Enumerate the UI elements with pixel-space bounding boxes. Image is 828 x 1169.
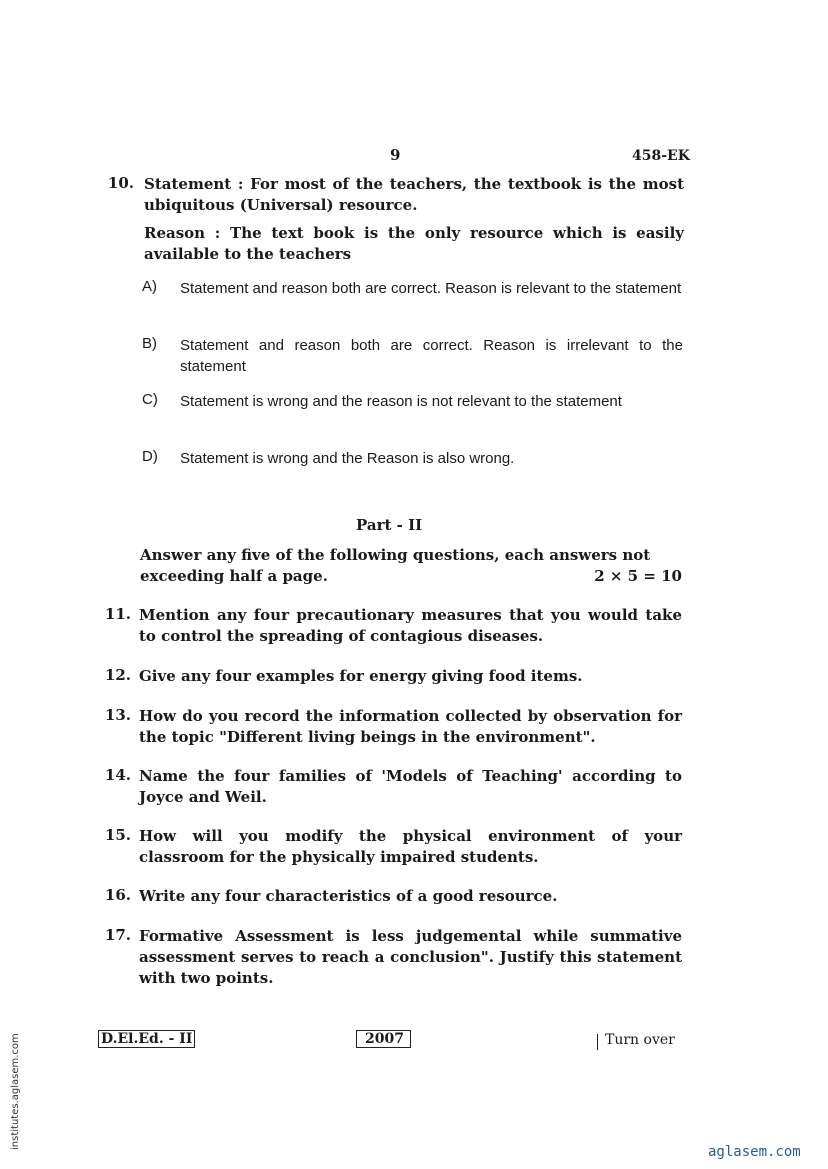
question-13-text: How do you record the information collected by observation for the topic "Different living beings in the environment". (139, 707, 682, 746)
option-d-text: Statement is wrong and the Reason is also wrong. (180, 450, 515, 467)
question-16-number: 16. (104, 886, 131, 904)
course-code: D.El.Ed. - II (98, 1030, 195, 1048)
question-12-number: 12. (104, 666, 131, 684)
question-17-number: 17. (104, 926, 131, 944)
side-watermark: institutes.aglasem.com (10, 1033, 21, 1150)
paper-code: 458-EK (632, 148, 690, 164)
part-instruction (140, 545, 682, 587)
option-c-letter: C) (142, 391, 158, 408)
question-10-reason: Reason : The text book is the only resource which is easily available to the teachers (144, 224, 684, 263)
option-b-text: Statement and reason both are correct. Reason is irrelevant to the statement (180, 337, 683, 375)
option-c-text: Statement is wrong and the reason is not relevant to the statement (180, 393, 622, 410)
question-10-statement: Statement : For most of the teachers, the textbook is the most ubiquitous (Universal) resource. (144, 175, 684, 214)
option-a-text: Statement and reason both are correct. Reason is relevant to the statement (180, 280, 682, 297)
instruction-text: Answer any five of the following questions, each answers not exceeding half a page. (140, 546, 651, 585)
marks-allocation: 2 × 5 = 10 (594, 567, 682, 585)
option-b-letter: B) (142, 335, 157, 352)
footer-year: 2007 (356, 1030, 411, 1048)
question-16-text: Write any four characteristics of a good resource. (139, 887, 558, 905)
turn-over-bracket (597, 1034, 598, 1050)
page-number: 9 (390, 146, 401, 164)
question-11-number: 11. (104, 605, 131, 623)
question-13-number: 13. (104, 706, 131, 724)
question-15-text: How will you modify the physical environment of your classroom for the physically impaired students. (139, 827, 682, 866)
question-11-text: Mention any four precautionary measures that you would take to control the spreading of contagious diseases. (139, 606, 682, 645)
option-a-letter: A) (142, 278, 157, 295)
question-14-number: 14. (104, 766, 131, 784)
question-17-text: Formative Assessment is less judgemental while summative assessment serves to reach a conclusion". Justify this statement with two points. (139, 927, 682, 987)
question-14-text: Name the four families of 'Models of Teaching' according to Joyce and Weil. (139, 767, 682, 806)
brand-watermark: aglasem.com (708, 1144, 801, 1160)
question-10-number: 10. (107, 174, 134, 192)
turn-over-label: Turn over (605, 1032, 675, 1048)
question-15-number: 15. (104, 826, 131, 844)
part-title: Part - II (356, 516, 423, 534)
question-12-text: Give any four examples for energy giving food items. (139, 667, 583, 685)
option-d-letter: D) (142, 448, 158, 465)
